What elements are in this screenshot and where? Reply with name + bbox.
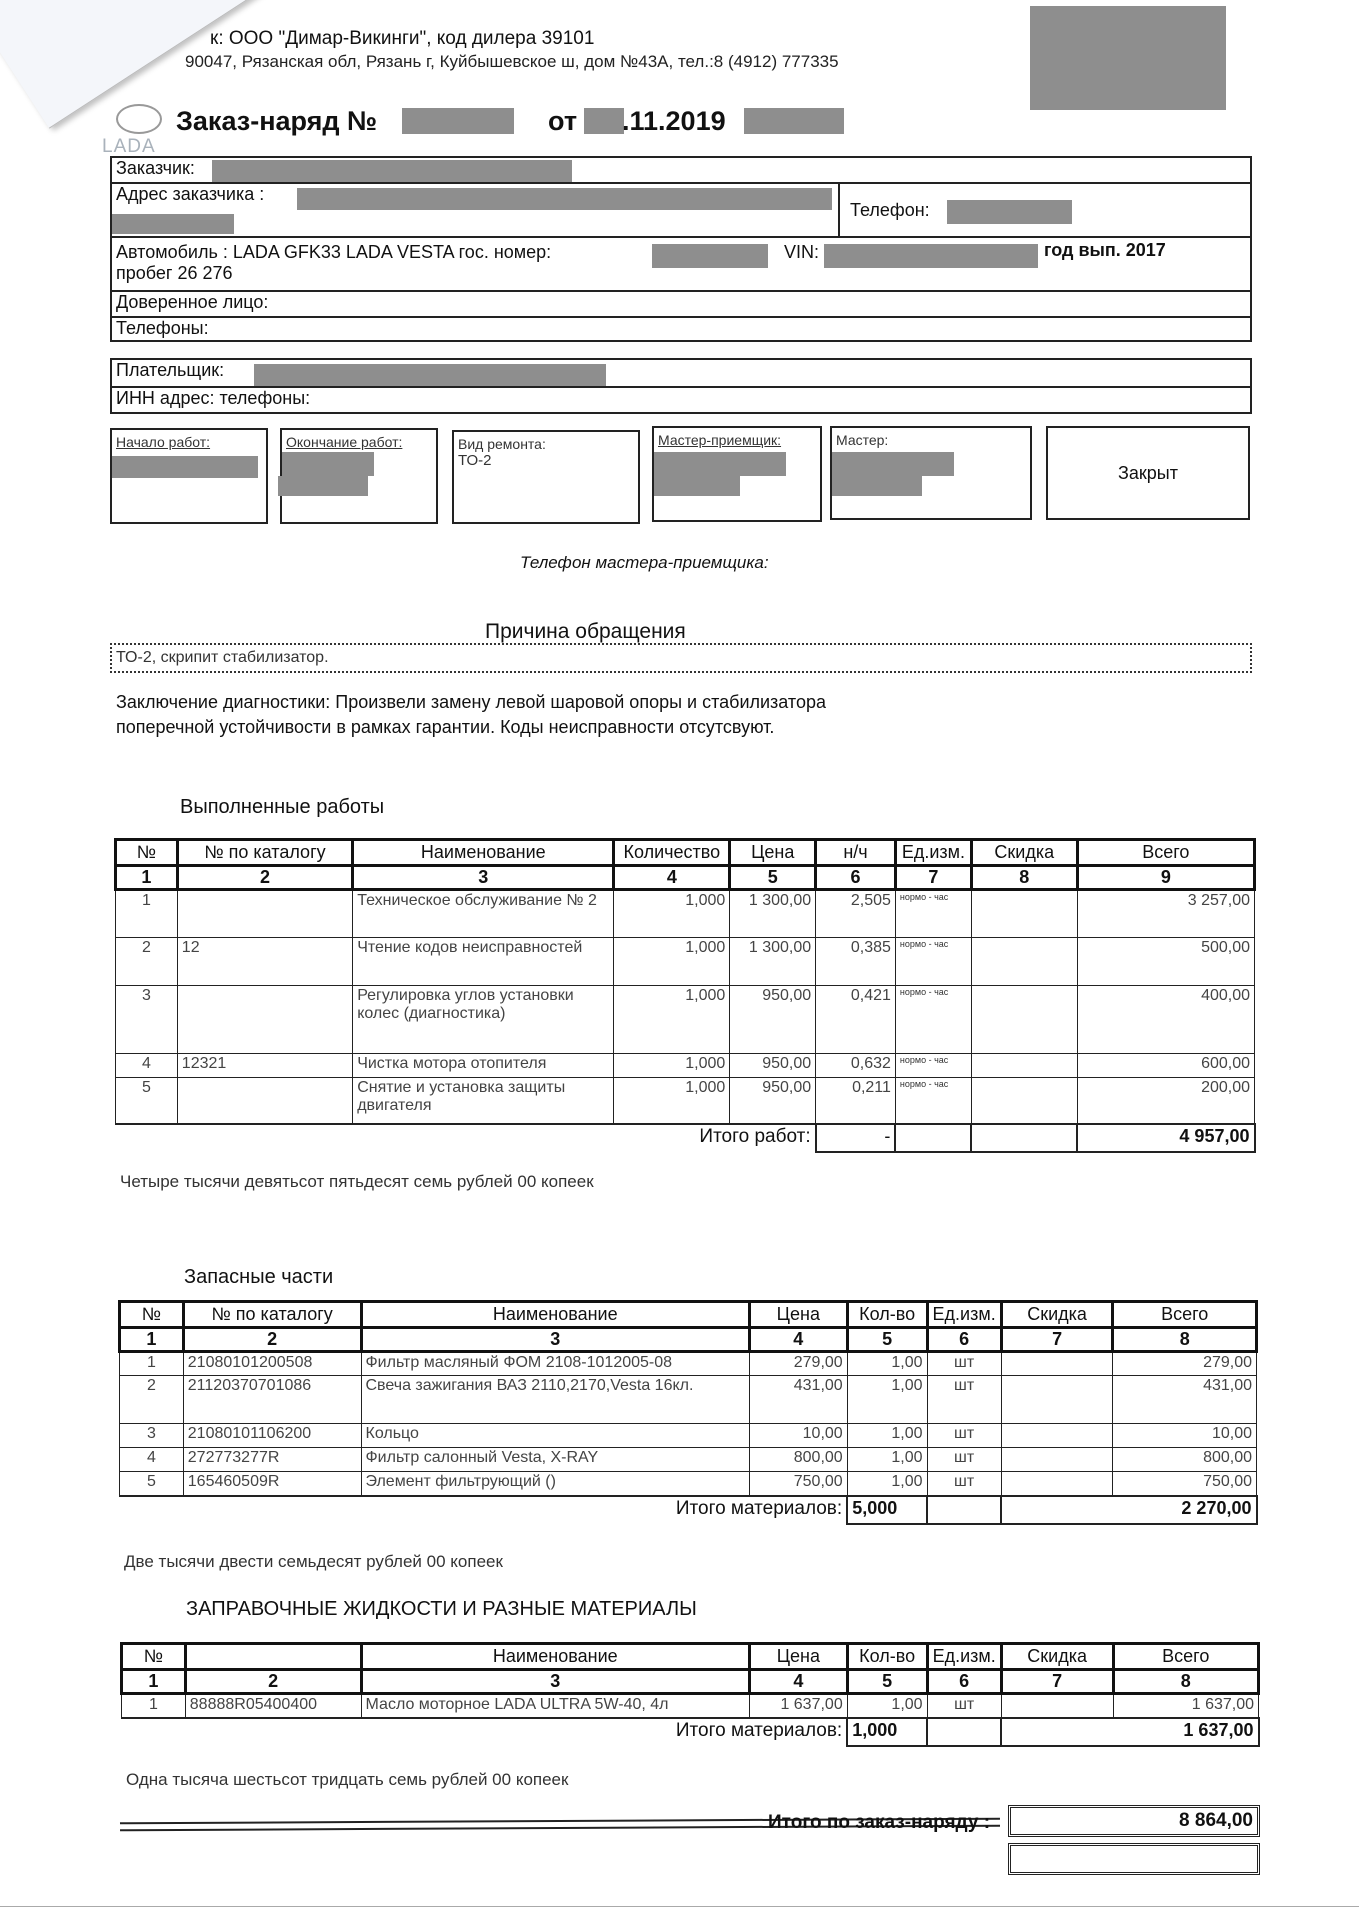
col-header: Скидка bbox=[1001, 1644, 1113, 1670]
diagnosis-line-1: Заключение диагностики: Произвели замену левой шаровой опоры и стабилизатора bbox=[116, 692, 826, 712]
col-index: 6 bbox=[927, 1670, 1001, 1694]
master-phone-label: Телефон мастера-приемщика: bbox=[520, 553, 769, 572]
works-total-sum: 4 957,00 bbox=[1077, 1124, 1254, 1152]
cell-catalog: 21120370701086 bbox=[183, 1376, 361, 1424]
cell-name: Снятие и установка защиты двигателя bbox=[353, 1078, 614, 1124]
lada-logo-icon bbox=[116, 104, 162, 134]
cell-catalog bbox=[177, 1078, 352, 1124]
cell-total: 500,00 bbox=[1077, 938, 1254, 986]
col-index: 2 bbox=[177, 866, 352, 890]
col-index: 1 bbox=[116, 866, 178, 890]
works-total-empty bbox=[895, 1124, 971, 1152]
order-date-prefix: от bbox=[548, 106, 578, 136]
cell-catalog bbox=[177, 890, 352, 938]
reason-text: ТО-2, скрипит стабилизатор. bbox=[110, 643, 1252, 673]
table-row bbox=[120, 1448, 1257, 1472]
cell-name: Техническое обслуживание № 2 bbox=[353, 890, 614, 938]
redacted-order-number bbox=[402, 108, 514, 134]
cell-catalog bbox=[177, 986, 352, 1054]
cell-discount bbox=[1001, 1376, 1113, 1424]
cell-total: 800,00 bbox=[1113, 1448, 1257, 1472]
diagnosis bbox=[116, 690, 1116, 740]
customer-label: Заказчик: bbox=[116, 158, 195, 178]
col-header: Цена bbox=[749, 1644, 847, 1670]
end-date-label: Окончание работ: bbox=[286, 434, 403, 450]
cell-unit: шт bbox=[927, 1352, 1001, 1376]
cell-price: 10,00 bbox=[749, 1424, 847, 1448]
redacted-day bbox=[584, 108, 624, 134]
dealer-line: к: ООО "Димар-Викинги", код дилера 39101 bbox=[210, 28, 595, 49]
cell-price: 950,00 bbox=[730, 1078, 816, 1124]
cell-total: 600,00 bbox=[1077, 1054, 1254, 1078]
cell-name: Чтение кодов неисправностей bbox=[353, 938, 614, 986]
mileage: пробег 26 276 bbox=[116, 263, 233, 283]
cell-total: 3 257,00 bbox=[1077, 890, 1254, 938]
status-badge bbox=[1046, 426, 1250, 520]
cell-price: 750,00 bbox=[749, 1472, 847, 1496]
cell-n: 4 bbox=[116, 1054, 178, 1078]
car-info: Автомобиль : LADA GFK33 LADA VESTA гос. номер: bbox=[116, 242, 552, 262]
parts-header-row bbox=[120, 1302, 1257, 1328]
works-title: Выполненные работы bbox=[180, 796, 385, 818]
table-row bbox=[122, 1694, 1259, 1718]
cell-discount bbox=[971, 938, 1077, 986]
col-header: Наименование bbox=[361, 1644, 749, 1670]
proxy-row bbox=[112, 292, 1250, 318]
col-index: 6 bbox=[927, 1328, 1001, 1352]
cell-n: 1 bbox=[120, 1352, 184, 1376]
col-index: 7 bbox=[895, 866, 971, 890]
col-header: № по каталогу bbox=[177, 840, 352, 866]
cell-unit: шт bbox=[927, 1376, 1001, 1424]
cell-n: 1 bbox=[122, 1694, 186, 1718]
cell-qty: 1,000 bbox=[614, 986, 730, 1054]
redacted-master bbox=[832, 452, 954, 476]
grand-total-empty-box bbox=[1008, 1843, 1260, 1875]
col-header: Цена bbox=[730, 840, 816, 866]
col-header: Скидка bbox=[971, 840, 1077, 866]
works-total-row bbox=[116, 1124, 1255, 1152]
table-row bbox=[116, 890, 1255, 938]
col-index: 5 bbox=[847, 1328, 927, 1352]
customer-address-label: Адрес заказчика : bbox=[116, 184, 265, 204]
vin-label: VIN: bbox=[784, 242, 820, 262]
works-total-empty bbox=[971, 1124, 1077, 1152]
cell-price: 279,00 bbox=[749, 1352, 847, 1376]
cell-total: 400,00 bbox=[1077, 986, 1254, 1054]
redacted-plate bbox=[652, 244, 768, 268]
cell-price: 950,00 bbox=[730, 986, 816, 1054]
cell-discount bbox=[1001, 1424, 1113, 1448]
cell-unit: шт bbox=[927, 1472, 1001, 1496]
col-index: 9 bbox=[1077, 866, 1254, 890]
cell-n: 2 bbox=[120, 1376, 184, 1424]
cell-total: 1 637,00 bbox=[1113, 1694, 1259, 1718]
payer-details-label: ИНН адрес: телефоны: bbox=[116, 388, 311, 408]
works-index-row bbox=[116, 866, 1255, 890]
col-header: Наименование bbox=[361, 1302, 749, 1328]
cell-n: 5 bbox=[116, 1078, 178, 1124]
parts-table bbox=[118, 1300, 1258, 1525]
col-header: № bbox=[116, 840, 178, 866]
cell-unit: нормо - час bbox=[895, 1054, 971, 1078]
cell-catalog: 88888R05400400 bbox=[185, 1694, 361, 1718]
fluids-header-row bbox=[122, 1644, 1259, 1670]
col-header: № bbox=[120, 1302, 184, 1328]
col-header: № bbox=[122, 1644, 186, 1670]
cell-catalog: 12321 bbox=[177, 1054, 352, 1078]
cell-unit: шт bbox=[927, 1694, 1001, 1718]
cell-qty: 1,00 bbox=[847, 1352, 927, 1376]
customer-block bbox=[110, 156, 1252, 342]
col-index: 5 bbox=[730, 866, 816, 890]
cell-n: 5 bbox=[120, 1472, 184, 1496]
cell-qty: 1,000 bbox=[614, 1078, 730, 1124]
col-index: 4 bbox=[749, 1670, 847, 1694]
redacted-end-date bbox=[282, 452, 374, 476]
parts-total-qty: 5,000 bbox=[847, 1496, 927, 1524]
table-row bbox=[116, 938, 1255, 986]
cell-name: Фильтр салонный Vesta, X-RAY bbox=[361, 1448, 749, 1472]
repair-type-value: ТО-2 bbox=[458, 452, 492, 469]
cell-catalog: 12 bbox=[177, 938, 352, 986]
customer-phone-label: Телефон: bbox=[850, 200, 930, 220]
fluids-title: ЗАПРАВОЧНЫЕ ЖИДКОСТИ И РАЗНЫЕ МАТЕРИАЛЫ bbox=[186, 1598, 697, 1620]
fluids-table bbox=[120, 1642, 1260, 1747]
cell-total: 279,00 bbox=[1113, 1352, 1257, 1376]
grand-total-label: Итого по заказ-наряду : bbox=[768, 1812, 991, 1833]
parts-total-sum: 2 270,00 bbox=[1001, 1496, 1256, 1524]
col-header: Скидка bbox=[1001, 1302, 1113, 1328]
fluids-total-empty bbox=[927, 1718, 1001, 1746]
parts-title: Запасные части bbox=[184, 1266, 334, 1288]
table-row bbox=[116, 1054, 1255, 1078]
receiver-label: Мастер-приемщик: bbox=[658, 432, 782, 448]
dealer-address: 90047, Рязанская обл, Рязань г, Куйбышевское ш, дом №43А, тел.:8 (4912) 777335 bbox=[185, 52, 839, 71]
table-row bbox=[116, 986, 1255, 1054]
cell-n: 3 bbox=[120, 1424, 184, 1448]
col-index: 7 bbox=[1001, 1670, 1113, 1694]
cell-price: 950,00 bbox=[730, 1054, 816, 1078]
fluids-total-qty: 1,000 bbox=[847, 1718, 927, 1746]
table-row bbox=[120, 1352, 1257, 1376]
parts-total-label: Итого материалов: bbox=[120, 1496, 848, 1524]
parts-index-row bbox=[120, 1328, 1257, 1352]
cell-discount bbox=[971, 1078, 1077, 1124]
works-total-words: Четыре тысячи девятьсот пятьдесят семь рублей 00 копеек bbox=[120, 1172, 594, 1191]
cell-n: 1 bbox=[116, 890, 178, 938]
cell-qty: 1,00 bbox=[847, 1472, 927, 1496]
col-index: 1 bbox=[120, 1328, 184, 1352]
col-header: Ед.изм. bbox=[895, 840, 971, 866]
table-row bbox=[116, 1078, 1255, 1124]
cell-qty: 1,000 bbox=[614, 1054, 730, 1078]
col-header: Всего bbox=[1113, 1644, 1259, 1670]
cell-name: Масло моторное LADA ULTRA 5W-40, 4л bbox=[361, 1694, 749, 1718]
col-header bbox=[185, 1644, 361, 1670]
table-row bbox=[120, 1376, 1257, 1424]
cell-price: 431,00 bbox=[749, 1376, 847, 1424]
col-index: 4 bbox=[614, 866, 730, 890]
cell-total: 200,00 bbox=[1077, 1078, 1254, 1124]
col-header: Наименование bbox=[353, 840, 614, 866]
table-row bbox=[120, 1472, 1257, 1496]
works-header-row bbox=[116, 840, 1255, 866]
cell-unit: нормо - час bbox=[895, 1078, 971, 1124]
cell-total: 10,00 bbox=[1113, 1424, 1257, 1448]
col-header: Кол-во bbox=[847, 1302, 927, 1328]
cell-nh: 0,421 bbox=[816, 986, 896, 1054]
cell-price: 1 300,00 bbox=[730, 890, 816, 938]
works-total-qty: - bbox=[816, 1124, 896, 1152]
cell-unit: шт bbox=[927, 1448, 1001, 1472]
redacted-time bbox=[744, 108, 844, 134]
cell-qty: 1,00 bbox=[847, 1448, 927, 1472]
col-header: № по каталогу bbox=[183, 1302, 361, 1328]
cell-name: Чистка мотора отопителя bbox=[353, 1054, 614, 1078]
cell-qty: 1,00 bbox=[847, 1424, 927, 1448]
cell-total: 750,00 bbox=[1113, 1472, 1257, 1496]
works-total-label: Итого работ: bbox=[116, 1124, 816, 1152]
redacted-barcode bbox=[1030, 6, 1226, 110]
cell-total: 431,00 bbox=[1113, 1376, 1257, 1424]
col-index: 3 bbox=[361, 1670, 749, 1694]
cell-discount bbox=[971, 986, 1077, 1054]
redacted-start-date bbox=[112, 456, 258, 478]
redacted-receiver bbox=[654, 452, 786, 476]
cell-nh: 0,632 bbox=[816, 1054, 896, 1078]
cell-nh: 2,505 bbox=[816, 890, 896, 938]
page-bottom-line bbox=[0, 1906, 1359, 1907]
repair-type-label: Вид ремонта: bbox=[458, 436, 546, 452]
col-header: Кол-во bbox=[847, 1644, 927, 1670]
col-index: 8 bbox=[971, 866, 1077, 890]
year-label: год вып. 2017 bbox=[1044, 240, 1166, 260]
order-date: .11.2019 bbox=[622, 106, 726, 136]
cell-n: 2 bbox=[116, 938, 178, 986]
cell-unit: нормо - час bbox=[895, 986, 971, 1054]
cell-price: 1 637,00 bbox=[749, 1694, 847, 1718]
cell-discount bbox=[1001, 1448, 1113, 1472]
col-index: 2 bbox=[185, 1670, 361, 1694]
cell-name: Регулировка углов установки колес (диагностика) bbox=[353, 986, 614, 1054]
col-index: 6 bbox=[816, 866, 896, 890]
col-index: 7 bbox=[1001, 1328, 1113, 1352]
cell-nh: 0,211 bbox=[816, 1078, 896, 1124]
fluids-total-label: Итого материалов: bbox=[122, 1718, 848, 1746]
redacted-master-2 bbox=[832, 476, 922, 496]
cell-unit: нормо - час bbox=[895, 938, 971, 986]
cell-unit: нормо - час bbox=[895, 890, 971, 938]
redacted-vin bbox=[824, 244, 1038, 268]
fluids-total-words: Одна тысяча шестьсот тридцать семь рублей 00 копеек bbox=[126, 1770, 569, 1789]
fluids-total-sum: 1 637,00 bbox=[1001, 1718, 1258, 1746]
col-header: Цена bbox=[749, 1302, 847, 1328]
parts-total-words: Две тысячи двести семьдесят рублей 00 копеек bbox=[124, 1552, 503, 1571]
cell-qty: 1,00 bbox=[847, 1376, 927, 1424]
col-header: Количество bbox=[614, 840, 730, 866]
payer-details-row bbox=[112, 388, 1250, 414]
works-table bbox=[114, 838, 1256, 1153]
col-index: 2 bbox=[183, 1328, 361, 1352]
col-header: н/ч bbox=[816, 840, 896, 866]
redacted-receiver-2 bbox=[654, 476, 740, 496]
grand-total-value: 8 864,00 bbox=[1008, 1805, 1260, 1837]
col-index: 5 bbox=[847, 1670, 927, 1694]
repair-type-box bbox=[452, 430, 640, 524]
cell-unit: шт bbox=[927, 1424, 1001, 1448]
cell-price: 1 300,00 bbox=[730, 938, 816, 986]
start-date-label: Начало работ: bbox=[116, 434, 211, 450]
cell-name: Кольцо bbox=[361, 1424, 749, 1448]
cell-discount bbox=[1001, 1472, 1113, 1496]
col-index: 8 bbox=[1113, 1328, 1257, 1352]
col-index: 8 bbox=[1113, 1670, 1259, 1694]
cell-catalog: 165460509R bbox=[183, 1472, 361, 1496]
cell-name: Свеча зажигания ВАЗ 2110,2170,Vesta 16кл. bbox=[361, 1376, 749, 1424]
redacted-customer bbox=[212, 160, 572, 182]
fluids-index-row bbox=[122, 1670, 1259, 1694]
redacted-address bbox=[297, 188, 832, 210]
cell-price: 800,00 bbox=[749, 1448, 847, 1472]
page-title: Заказ-наряд № bbox=[176, 106, 378, 136]
cell-n: 4 bbox=[120, 1448, 184, 1472]
cell-name: Элемент фильтрующий () bbox=[361, 1472, 749, 1496]
fluids-total-row bbox=[122, 1718, 1259, 1746]
redacted-address-2 bbox=[112, 214, 234, 234]
cell-catalog: 21080101200508 bbox=[183, 1352, 361, 1376]
table-row bbox=[120, 1424, 1257, 1448]
col-index: 1 bbox=[122, 1670, 186, 1694]
cell-discount bbox=[971, 1054, 1077, 1078]
redacted-phone bbox=[947, 200, 1072, 224]
reason-title: Причина обращения bbox=[485, 620, 686, 643]
cell-name: Фильтр масляный ФОМ 2108-1012005-08 bbox=[361, 1352, 749, 1376]
col-index: 4 bbox=[749, 1328, 847, 1352]
parts-total-row bbox=[120, 1496, 1257, 1524]
cell-qty: 1,000 bbox=[614, 938, 730, 986]
lada-logo-text: LADA bbox=[102, 136, 156, 157]
cell-n: 3 bbox=[116, 986, 178, 1054]
col-header: Всего bbox=[1077, 840, 1254, 866]
payer-label: Плательщик: bbox=[116, 360, 225, 380]
cell-discount bbox=[971, 890, 1077, 938]
col-header: Ед.изм. bbox=[927, 1302, 1001, 1328]
col-header: Всего bbox=[1113, 1302, 1257, 1328]
proxy-label: Доверенное лицо: bbox=[116, 292, 269, 312]
redacted-end-time bbox=[278, 476, 368, 496]
cell-catalog: 21080101106200 bbox=[183, 1424, 361, 1448]
col-index: 3 bbox=[361, 1328, 749, 1352]
payer-block bbox=[110, 358, 1252, 414]
phones-label: Телефоны: bbox=[116, 318, 209, 338]
col-index: 3 bbox=[353, 866, 614, 890]
diagnosis-line-2: поперечной устойчивости в рамках гарантии. Коды неисправности отсутсвуют. bbox=[116, 717, 775, 737]
parts-total-empty bbox=[927, 1496, 1001, 1524]
cell-catalog: 272773277R bbox=[183, 1448, 361, 1472]
cell-nh: 0,385 bbox=[816, 938, 896, 986]
phones-row bbox=[112, 318, 1250, 342]
status-text: Закрыт bbox=[1118, 462, 1178, 483]
col-header: Ед.изм. bbox=[927, 1644, 1001, 1670]
redacted-payer bbox=[254, 364, 606, 386]
cell-discount bbox=[1001, 1352, 1113, 1376]
customer-phone-cell bbox=[838, 184, 930, 236]
cell-discount bbox=[1001, 1694, 1113, 1718]
master-label: Мастер: bbox=[836, 432, 889, 448]
lada-logo bbox=[102, 104, 174, 160]
cell-qty: 1,000 bbox=[614, 890, 730, 938]
cell-qty: 1,00 bbox=[847, 1694, 927, 1718]
